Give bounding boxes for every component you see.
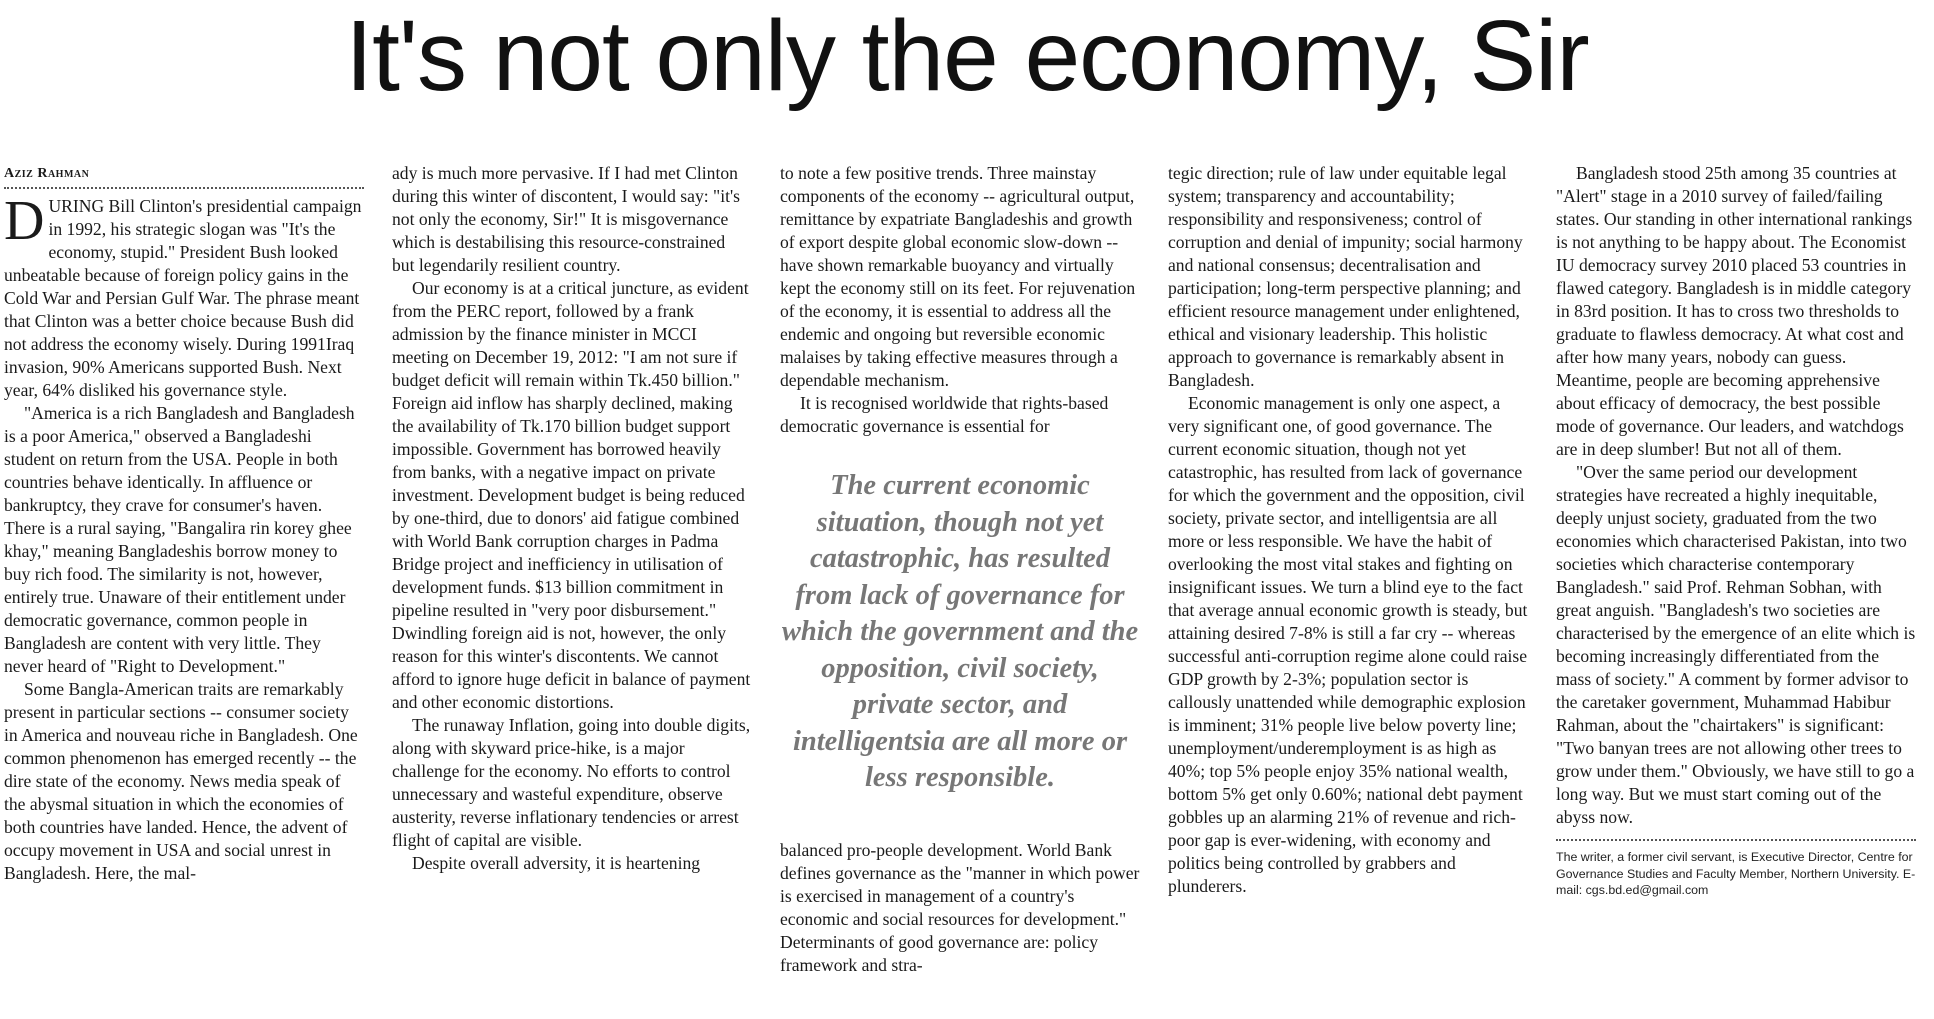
col5-paragraph-1: Bangladesh stood 25th among 35 countries at "Alert" stage in a 2010 survey of failed/failing states. Our standing in other international rankings is not anything to be happy about. The Economist IU democracy survey 2010 placed 53 countries in flawed category. Bangladesh is in middle category in 83rd position. It has to cross two thresholds to graduate to flawless democracy. At what cost and after how many years, nobody can guess. Meantime, people are becoming apprehensive about efficacy of democracy, the best possible mode of governance. Our leaders, and watchdogs are in deep slumber! But not all of them. [1556, 163, 1913, 459]
col1-paragraph-1: DURING Bill Clinton's presidential campaign in 1992, his strategic slogan was "It's the economy, stupid." President Bush looked unbeatable because of foreign policy gains in the Cold War and Persian Gulf War. The phrase meant that Clinton was a better choice because Bush did not address the economy wisely. During 1991Iraq invasion, 90% Americans supported Bush. Next year, 64% disliked his governance style. [4, 190, 362, 400]
author-note: The writer, a former civil servant, is Executive Director, Centre for Governance Studies and Faculty Member, Northern University. E-mail: cgs.bd.ed@gmail.com [1556, 839, 1916, 899]
column-2 [392, 162, 752, 875]
drop-cap: D [4, 190, 45, 252]
column-4 [1168, 162, 1528, 898]
col4-paragraph-1: tegic direction; rule of law under equitable legal system; transparency and accountability; responsibility and responsiveness; control of corruption and denial of impunity; social harmony and national consensus; decentralisation and participation; long-term perspective planning; and efficient resource management under enlightened, ethical and visionary leadership. This holistic approach to governance is remarkably absent in Bangladesh. [1168, 163, 1523, 390]
col2-paragraph-1: ady is much more pervasive. If I had met Clinton during this winter of discontent, I would say: "it's not only the economy, Sir!" It is misgovernance which is destabilising this resource-constrained but legendarily resilient country. [392, 163, 741, 275]
col2-paragraph-3: The runaway Inflation, going into double digits, along with skyward price-hike, is a major challenge for the economy. No efforts to control unnecessary and wasteful expenditure, observe austerity, reverse inflationary tendencies or arrest flight of capital are visible. [392, 715, 751, 850]
col2-paragraph-4: Despite overall adversity, it is heartening [412, 853, 701, 873]
col3-paragraph-3: balanced pro-people development. World Bank defines governance as the "manner in which power is exercised in management of a country's economic and social resources for development." Determinants of good governance are: policy framework and stra- [780, 839, 1140, 975]
col4-paragraph-2: Economic management is only one aspect, a very significant one, of good governance. The current economic situation, though not yet catastrophic, has resulted from lack of governance for which the government and the opposition, civil society, private sector, and intelligentsia are all more or less responsible. We have the habit of overlooking the most vital stakes and fighting on insignificant issues. We turn a blind eye to the fact that average annual economic growth is steady, but attaining desired 7-8% is still a far cry -- whereas successful anti-corruption regime alone could raise GDP growth by 2-3%; population sector is callously unattended while demographic explosion is imminent; 31% people live below poverty line; unemployment/underemployment is as high as 40%; top 5% people enjoy 35% national wealth, bottom 5% get only 0.60%; national debt payment gobbles up an alarming 21% of revenue and rich-poor gap is ever-widening, with economy and politics being controlled by grabbers and plunderers. [1168, 393, 1528, 896]
col5-paragraph-2: "Over the same period our development strategies have recreated a highly inequitable, deeply unjust society, graduated from the two economies which characterised Pakistan, into two societies which characterise contemporary Bangladesh." said Prof. Rehman Sobhan, with great anguish. "Bangladesh's two societies are characterised by the emergence of an elite which is becoming increasingly differentiated from the mass of society." A comment by former advisor to the caretaker government, Muhammad Habibur Rahman, about the "chairtakers" is significant: "Two banyan trees are not allowing other trees to grow under them." Obviously, we have still to go a long way. But we must start coming out of the abyss now. [1556, 462, 1916, 827]
column-3 [780, 162, 1140, 977]
col1-paragraph-3: Some Bangla-American traits are remarkably present in particular sections -- consumer society in America and nouveau riche in Bangladesh. One common phenomenon has emerged recently -- the dire state of the economy. News media speak of the abysmal situation in which the economies of both countries have landed. Hence, the advent of occupy movement in USA and social unrest in Bangladesh. Here, the mal- [4, 679, 358, 883]
column-1 [4, 162, 364, 885]
headline: It's not only the economy, Sir [345, 0, 1589, 112]
col2-paragraph-2: Our economy is at a critical juncture, as evident from the PERC report, followed by a frank admission by the finance minister in MCCI meeting on December 19, 2012: "I am not sure if budget deficit will remain within Tk.450 billion." Foreign aid inflow has sharply declined, making the availability of Tk.170 billion budget support impossible. Government has borrowed heavily from banks, with a negative impact on private investment. Development budget is being reduced by one-third, due to donors' aid fatigue combined with World Bank corruption charges in Padma Bridge project and inefficiency in utilisation of development funds. $13 billion commitment in pipeline resulted in "very poor disbursement." Dwindling foreign aid is not, however, the only reason for this winter's discontents. We cannot afford to ignore huge deficit in balance of payment and other economic distortions. [392, 278, 751, 712]
col3-paragraph-1: to note a few positive trends. Three mainstay components of the economy -- agricultural output, remittance by expatriate Bangladeshis and growth of export despite global economic slow-down -- have shown remarkable buoyancy and virtually kept the economy still on its feet. For rejuvenation of the economy, it is essential to address all the endemic and ongoing but reversible economic malaises by taking effective measures through a dependable mechanism. [780, 163, 1136, 390]
col1-paragraph-2: "America is a rich Bangladesh and Bangladesh is a poor America," observed a Bangladeshi student on return from the USA. People in both countries behave identically. In affluence or bankruptcy, they crave for consumer's haven. There is a rural saying, "Bangalira rin korey ghee khay," meaning Bangladeshis borrow money to buy rich food. The similarity is not, however, entirely true. Unaware of their entitlement under democratic governance, common people in Bangladesh are content with very little. They never heard of "Right to Development." [4, 403, 355, 676]
byline: Aziz Rahman [4, 162, 364, 189]
pull-quote: The current economic situation, though not yet catastrophic, has resulted from lack of governance for which the government and the opposition, civil society, private sector, and intelligentsia are all more or less responsible. [781, 470, 1139, 793]
column-5 [1556, 162, 1916, 899]
col3-paragraph-2: It is recognised worldwide that rights-based democratic governance is essential for [780, 393, 1109, 436]
